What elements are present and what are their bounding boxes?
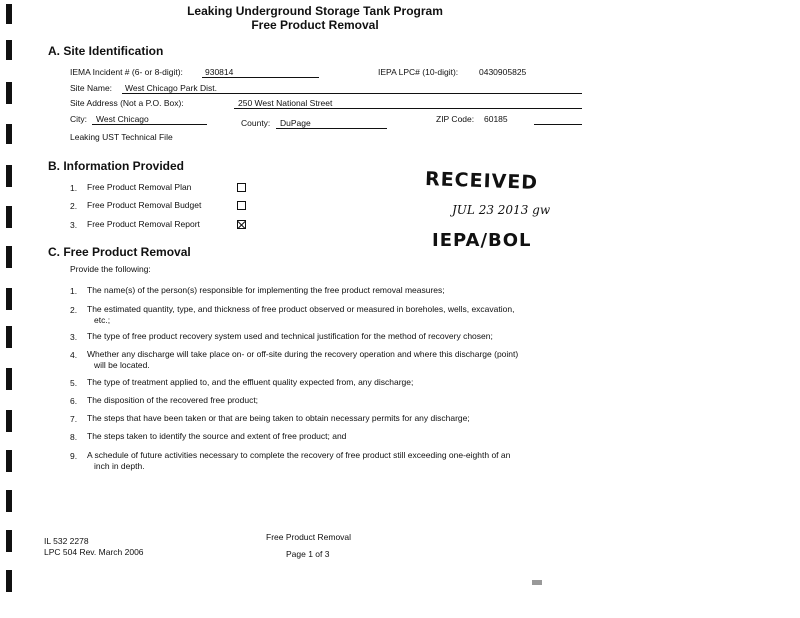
county-label: County:	[241, 118, 271, 128]
stamp-office: IEPA/BOL	[432, 230, 532, 251]
list-number: 3.	[70, 332, 78, 342]
section-c-heading: C. Free Product Removal	[48, 245, 191, 259]
checklist-item-plan: Free Product Removal Plan	[87, 182, 192, 192]
list-number: 1.	[70, 286, 78, 296]
list-item: The steps that have been taken or that are being taken to obtain necessary permits for any discharge;	[87, 413, 470, 423]
margin-mark	[6, 82, 12, 104]
city-underline	[92, 124, 207, 125]
site-name-value[interactable]: West Chicago Park Dist.	[125, 83, 217, 93]
zip-value[interactable]: 60185	[484, 114, 508, 124]
footer-title: Free Product Removal	[266, 532, 352, 542]
document-subtitle: Free Product Removal	[251, 18, 379, 32]
checklist-number: 2.	[70, 201, 78, 211]
list-number: 9.	[70, 451, 78, 461]
site-address-underline	[234, 108, 582, 109]
site-name-label: Site Name:	[70, 83, 113, 93]
list-item: The name(s) of the person(s) responsible for implementing the free product removal measures;	[87, 285, 445, 295]
list-item-continuation: will be located.	[94, 360, 150, 370]
scan-artifact	[532, 580, 542, 585]
plan-checkbox[interactable]	[237, 183, 246, 192]
list-item: The steps taken to identify the source and extent of free product; and	[87, 431, 347, 441]
city-label: City:	[70, 114, 87, 124]
iema-label: IEMA Incident # (6- or 8-digit):	[70, 67, 183, 77]
margin-mark	[6, 246, 12, 268]
list-item-continuation: etc.;	[94, 315, 111, 325]
list-number: 7.	[70, 414, 78, 424]
checklist-item-report: Free Product Removal Report	[87, 219, 200, 229]
lpc-value[interactable]: 0430905825	[479, 67, 527, 77]
stamp-date: JUL 23 2013 gw	[452, 203, 551, 217]
margin-mark	[6, 368, 12, 390]
list-number: 5.	[70, 378, 78, 388]
iema-value[interactable]: 930814	[205, 67, 234, 77]
list-item: The estimated quantity, type, and thickness of free product observed or measured in boreholes, wells, excavation,	[87, 304, 515, 314]
section-b-heading: B. Information Provided	[48, 159, 185, 173]
technical-file-label: Leaking UST Technical File	[70, 132, 173, 142]
list-number: 2.	[70, 305, 78, 315]
budget-checkbox[interactable]	[237, 201, 246, 210]
list-number: 6.	[70, 396, 78, 406]
received-stamp: RECEIVED	[424, 168, 539, 194]
checklist-item-budget: Free Product Removal Budget	[87, 200, 202, 210]
list-item: A schedule of future activities necessary to complete the recovery of free product still exceeding one-eighth of an	[87, 450, 511, 460]
form-id: IL 532 2278	[44, 536, 89, 546]
section-c-intro: Provide the following:	[70, 264, 151, 274]
margin-mark	[6, 450, 12, 472]
list-item: The disposition of the recovered free product;	[87, 395, 259, 405]
list-item: The type of treatment applied to, and the effluent quality expected from, any discharge;	[87, 377, 414, 387]
checklist-number: 1.	[70, 183, 78, 193]
margin-mark	[6, 40, 12, 60]
site-name-underline	[122, 93, 582, 94]
site-address-label: Site Address (Not a P.O. Box):	[70, 98, 184, 108]
list-number: 4.	[70, 350, 78, 360]
section-a-heading: A. Site Identification	[48, 44, 164, 58]
iema-underline	[202, 77, 319, 78]
zip-label: ZIP Code:	[436, 114, 475, 124]
margin-mark	[6, 124, 12, 144]
margin-mark	[6, 490, 12, 512]
city-value[interactable]: West Chicago	[96, 114, 149, 124]
form-revision: LPC 504 Rev. March 2006	[44, 547, 144, 557]
page-number: Page 1 of 3	[286, 549, 330, 559]
county-value[interactable]: DuPage	[280, 118, 311, 128]
list-item-continuation: inch in depth.	[94, 461, 145, 471]
margin-mark	[6, 530, 12, 552]
report-checkbox[interactable]	[237, 220, 246, 229]
lpc-label: IEPA LPC# (10-digit):	[378, 67, 459, 77]
margin-mark	[6, 410, 12, 432]
list-item: Whether any discharge will take place on- or off-site during the recovery operation and where this discharge (point)	[87, 349, 519, 359]
margin-mark	[6, 570, 12, 592]
margin-mark	[6, 206, 12, 228]
margin-mark	[6, 326, 12, 348]
list-number: 8.	[70, 432, 78, 442]
checklist-number: 3.	[70, 220, 78, 230]
document-title: Leaking Underground Storage Tank Program	[187, 4, 443, 18]
county-underline	[276, 128, 387, 129]
margin-mark	[6, 288, 12, 310]
site-address-value[interactable]: 250 West National Street	[238, 98, 333, 108]
zip-underline	[534, 124, 582, 125]
margin-mark	[6, 165, 12, 187]
list-item: The type of free product recovery system used and technical justification for the method of recovery chosen;	[87, 331, 493, 341]
